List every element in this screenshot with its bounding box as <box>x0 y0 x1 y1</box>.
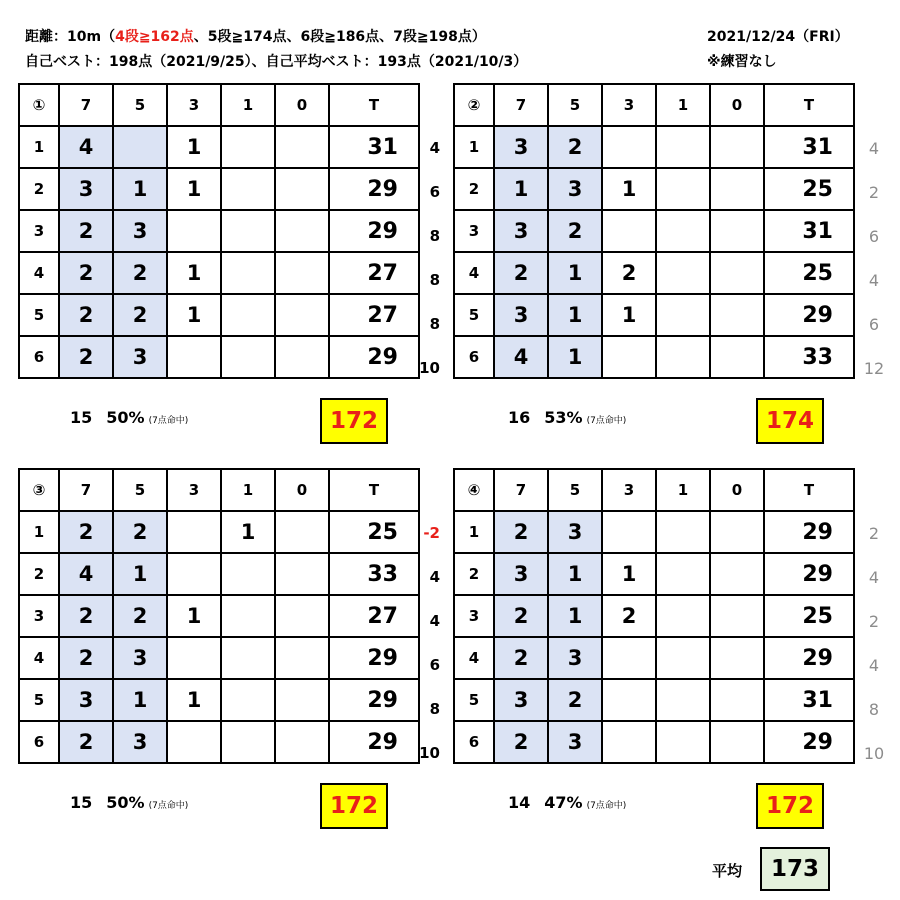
table-row <box>19 595 419 637</box>
seven-hit-count: 15 <box>70 793 93 812</box>
count-7: 3 <box>494 294 548 336</box>
column-header-7: 7 <box>494 84 548 126</box>
table-row <box>19 721 419 763</box>
right-diff-number: 4 <box>868 656 880 675</box>
count-5: 1 <box>548 336 602 378</box>
table-row <box>19 553 419 595</box>
end-total: 31 <box>329 126 419 168</box>
count-5: 1 <box>548 553 602 595</box>
column-header-0: 0 <box>710 84 764 126</box>
end-total: 31 <box>764 679 854 721</box>
count-7: 3 <box>494 553 548 595</box>
column-header-5: 5 <box>113 84 167 126</box>
count-0 <box>275 294 329 336</box>
count-3 <box>167 637 221 679</box>
seven-hit-count: 15 <box>70 408 93 427</box>
count-7: 1 <box>494 168 548 210</box>
end-total: 25 <box>764 168 854 210</box>
left-diff-number: 6 <box>429 183 440 201</box>
end-total: 29 <box>764 294 854 336</box>
count-0 <box>275 126 329 168</box>
end-number: 5 <box>454 679 494 721</box>
count-0 <box>710 511 764 553</box>
count-3: 1 <box>167 126 221 168</box>
count-1 <box>656 294 710 336</box>
count-0 <box>710 210 764 252</box>
seven-hit-percent: 50% <box>106 793 145 812</box>
column-header-7: 7 <box>494 469 548 511</box>
count-1 <box>656 679 710 721</box>
count-1 <box>221 595 275 637</box>
column-header-1: 1 <box>221 469 275 511</box>
average-value: 173 <box>760 847 830 891</box>
right-diff-number: 8 <box>868 700 880 719</box>
count-5: 2 <box>113 595 167 637</box>
count-7: 2 <box>494 511 548 553</box>
count-3 <box>602 679 656 721</box>
count-1 <box>656 168 710 210</box>
end-number: 4 <box>19 252 59 294</box>
left-diff-number: 8 <box>429 227 440 245</box>
table-row <box>19 511 419 553</box>
column-header-total: T <box>764 84 854 126</box>
count-3: 2 <box>602 252 656 294</box>
seven-hit-percent: 50% <box>106 408 145 427</box>
end-total: 29 <box>764 637 854 679</box>
left-diff-number: 8 <box>429 271 440 289</box>
count-7: 4 <box>59 126 113 168</box>
table-row <box>454 252 854 294</box>
column-header-3: 3 <box>167 469 221 511</box>
end-total: 29 <box>764 511 854 553</box>
column-header-3: 3 <box>602 469 656 511</box>
left-diff-number: 6 <box>429 656 440 674</box>
seven-hit-note: (7点命中) <box>586 416 627 426</box>
count-5: 3 <box>548 637 602 679</box>
left-diff-number: 4 <box>429 612 440 630</box>
column-header-0: 0 <box>710 469 764 511</box>
count-0 <box>710 336 764 378</box>
end-total: 31 <box>764 126 854 168</box>
count-0 <box>275 511 329 553</box>
table-row <box>454 511 854 553</box>
right-diff-number: 4 <box>868 139 880 158</box>
count-3 <box>167 336 221 378</box>
count-3: 1 <box>167 168 221 210</box>
seven-hit-percent: 47% <box>544 793 583 812</box>
column-header-1: 1 <box>656 469 710 511</box>
end-total: 27 <box>329 252 419 294</box>
column-header-total: T <box>329 84 419 126</box>
seven-hit-note: (7点命中) <box>148 801 189 811</box>
table-row <box>19 252 419 294</box>
end-number: 1 <box>454 126 494 168</box>
count-3 <box>167 511 221 553</box>
count-7: 2 <box>59 294 113 336</box>
count-1: 1 <box>221 511 275 553</box>
left-diff-number: 10 <box>419 359 440 377</box>
count-3 <box>602 511 656 553</box>
round-summary <box>508 408 626 427</box>
count-0 <box>710 252 764 294</box>
round-summary <box>70 408 188 427</box>
column-header-0: 0 <box>275 84 329 126</box>
count-0 <box>710 721 764 763</box>
count-7: 2 <box>59 336 113 378</box>
count-7: 2 <box>59 637 113 679</box>
end-number: 1 <box>19 511 59 553</box>
count-3 <box>602 721 656 763</box>
table-row <box>19 210 419 252</box>
count-3: 1 <box>602 168 656 210</box>
end-total: 25 <box>764 252 854 294</box>
count-3 <box>602 210 656 252</box>
end-total: 27 <box>329 595 419 637</box>
end-number: 3 <box>19 595 59 637</box>
end-number: 1 <box>454 511 494 553</box>
count-0 <box>710 595 764 637</box>
end-total: 29 <box>764 553 854 595</box>
column-header-total: T <box>764 469 854 511</box>
distance-4dan-threshold: 4段≧162点 <box>115 29 194 45</box>
column-header-total: T <box>329 469 419 511</box>
right-diff-number: 10 <box>863 744 885 763</box>
table-row <box>454 336 854 378</box>
count-7: 2 <box>59 595 113 637</box>
right-diff-number: 2 <box>868 183 880 202</box>
table-header-row <box>454 469 854 511</box>
left-diff-number: 10 <box>419 744 440 762</box>
round-label: ① <box>19 84 59 126</box>
distance-text: 距離：10m（ <box>25 29 116 45</box>
count-5: 1 <box>113 168 167 210</box>
count-1 <box>656 511 710 553</box>
count-5 <box>113 126 167 168</box>
end-number: 4 <box>454 637 494 679</box>
count-0 <box>275 168 329 210</box>
count-0 <box>275 637 329 679</box>
end-number: 2 <box>19 553 59 595</box>
column-header-0: 0 <box>275 469 329 511</box>
round-total: 174 <box>756 398 824 444</box>
distance-header <box>25 26 486 46</box>
seven-hit-count: 14 <box>508 793 531 812</box>
end-number: 5 <box>454 294 494 336</box>
count-3 <box>602 336 656 378</box>
end-total: 25 <box>764 595 854 637</box>
table-row <box>19 168 419 210</box>
count-7: 3 <box>59 168 113 210</box>
table-row <box>454 126 854 168</box>
count-1 <box>221 553 275 595</box>
end-number: 6 <box>454 336 494 378</box>
count-0 <box>275 721 329 763</box>
end-total: 25 <box>329 511 419 553</box>
count-7: 2 <box>59 210 113 252</box>
table-header-row <box>19 469 419 511</box>
table-row <box>454 294 854 336</box>
table-row <box>19 336 419 378</box>
end-total: 29 <box>329 679 419 721</box>
count-3: 1 <box>602 294 656 336</box>
count-0 <box>275 553 329 595</box>
end-number: 3 <box>454 210 494 252</box>
left-diff-number: -2 <box>423 524 440 542</box>
end-number: 4 <box>19 637 59 679</box>
count-7: 2 <box>494 721 548 763</box>
seven-hit-count: 16 <box>508 408 531 427</box>
count-3: 1 <box>167 252 221 294</box>
table-header-row <box>19 84 419 126</box>
column-header-7: 7 <box>59 469 113 511</box>
end-number: 5 <box>19 679 59 721</box>
column-header-3: 3 <box>602 84 656 126</box>
table-row <box>454 210 854 252</box>
table-row <box>454 679 854 721</box>
count-1 <box>221 210 275 252</box>
left-diff-number: 8 <box>429 700 440 718</box>
table-row <box>454 553 854 595</box>
column-header-5: 5 <box>548 469 602 511</box>
count-1 <box>656 210 710 252</box>
count-1 <box>656 553 710 595</box>
count-5: 2 <box>113 511 167 553</box>
right-diff-number: 12 <box>863 359 885 378</box>
table-row <box>19 294 419 336</box>
count-1 <box>221 252 275 294</box>
round-summary <box>70 793 188 812</box>
right-diff-number: 4 <box>868 271 880 290</box>
end-number: 1 <box>19 126 59 168</box>
right-diff-number: 2 <box>868 524 880 543</box>
table-row <box>19 679 419 721</box>
end-number: 2 <box>454 553 494 595</box>
round-label: ② <box>454 84 494 126</box>
end-total: 29 <box>329 336 419 378</box>
count-5: 3 <box>113 637 167 679</box>
column-header-5: 5 <box>548 84 602 126</box>
end-number: 2 <box>454 168 494 210</box>
count-7: 2 <box>59 252 113 294</box>
personal-best-line: 自己ベスト：198点（2021/9/25）、自己平均ベスト：193点（2021/10/3） <box>25 54 528 70</box>
column-header-1: 1 <box>221 84 275 126</box>
round-total: 172 <box>320 783 388 829</box>
end-number: 3 <box>19 210 59 252</box>
count-1 <box>656 721 710 763</box>
table-row <box>454 595 854 637</box>
end-number: 6 <box>454 721 494 763</box>
count-5: 3 <box>113 721 167 763</box>
count-1 <box>221 168 275 210</box>
column-header-7: 7 <box>59 84 113 126</box>
count-5: 3 <box>548 721 602 763</box>
table-row <box>19 126 419 168</box>
end-total: 29 <box>329 210 419 252</box>
count-5: 2 <box>113 294 167 336</box>
count-7: 2 <box>59 721 113 763</box>
count-7: 2 <box>494 595 548 637</box>
end-number: 2 <box>19 168 59 210</box>
count-3: 1 <box>602 553 656 595</box>
count-0 <box>710 553 764 595</box>
end-number: 4 <box>454 252 494 294</box>
score-table-3 <box>18 468 420 764</box>
score-table-4 <box>453 468 855 764</box>
table-row <box>454 721 854 763</box>
count-7: 3 <box>494 126 548 168</box>
right-diff-number: 4 <box>868 568 880 587</box>
count-0 <box>710 637 764 679</box>
end-total: 29 <box>329 637 419 679</box>
count-3 <box>602 126 656 168</box>
round-label: ③ <box>19 469 59 511</box>
right-diff-number: 2 <box>868 612 880 631</box>
count-0 <box>710 294 764 336</box>
count-5: 3 <box>113 336 167 378</box>
count-0 <box>710 679 764 721</box>
distance-other-thresholds: 、5段≧174点、6段≧186点、7段≧198点） <box>193 29 486 45</box>
left-diff-number: 4 <box>429 139 440 157</box>
count-7: 2 <box>494 252 548 294</box>
table-row <box>454 637 854 679</box>
count-3: 1 <box>167 595 221 637</box>
count-0 <box>275 679 329 721</box>
right-diff-number: 6 <box>868 227 880 246</box>
count-5: 1 <box>548 294 602 336</box>
round-summary <box>508 793 626 812</box>
count-1 <box>221 721 275 763</box>
count-0 <box>275 336 329 378</box>
end-total: 33 <box>764 336 854 378</box>
table-row <box>19 637 419 679</box>
count-5: 1 <box>113 553 167 595</box>
count-5: 2 <box>548 126 602 168</box>
count-0 <box>710 126 764 168</box>
count-5: 3 <box>113 210 167 252</box>
count-3 <box>167 553 221 595</box>
table-row <box>454 168 854 210</box>
round-total: 172 <box>320 398 388 444</box>
count-0 <box>710 168 764 210</box>
table-header-row <box>454 84 854 126</box>
count-7: 3 <box>494 679 548 721</box>
column-header-1: 1 <box>656 84 710 126</box>
count-7: 2 <box>59 511 113 553</box>
count-1 <box>221 637 275 679</box>
round-label: ④ <box>454 469 494 511</box>
end-total: 31 <box>764 210 854 252</box>
count-3: 1 <box>167 294 221 336</box>
score-table-2 <box>453 83 855 379</box>
count-5: 2 <box>548 679 602 721</box>
count-7: 3 <box>494 210 548 252</box>
seven-hit-note: (7点命中) <box>148 416 189 426</box>
practice-note: ※練習なし <box>707 54 777 70</box>
end-total: 29 <box>764 721 854 763</box>
end-number: 5 <box>19 294 59 336</box>
average-label: 平均 <box>712 862 743 880</box>
count-1 <box>221 126 275 168</box>
left-diff-number: 8 <box>429 315 440 333</box>
end-number: 6 <box>19 336 59 378</box>
count-3 <box>602 637 656 679</box>
round-total: 172 <box>756 783 824 829</box>
count-3: 2 <box>602 595 656 637</box>
right-diff-number: 6 <box>868 315 880 334</box>
column-header-3: 3 <box>167 84 221 126</box>
count-1 <box>221 679 275 721</box>
end-number: 6 <box>19 721 59 763</box>
end-total: 29 <box>329 721 419 763</box>
left-diff-number: 4 <box>429 568 440 586</box>
column-header-5: 5 <box>113 469 167 511</box>
count-3 <box>167 210 221 252</box>
end-total: 33 <box>329 553 419 595</box>
count-5: 1 <box>548 595 602 637</box>
seven-hit-percent: 53% <box>544 408 583 427</box>
count-3 <box>167 721 221 763</box>
count-7: 3 <box>59 679 113 721</box>
count-5: 3 <box>548 511 602 553</box>
count-1 <box>656 637 710 679</box>
count-5: 2 <box>113 252 167 294</box>
count-5: 2 <box>548 210 602 252</box>
count-1 <box>656 336 710 378</box>
end-number: 3 <box>454 595 494 637</box>
count-1 <box>656 252 710 294</box>
count-5: 3 <box>548 168 602 210</box>
date-label: 2021/12/24（FRI） <box>707 29 849 45</box>
end-total: 29 <box>329 168 419 210</box>
count-1 <box>656 126 710 168</box>
count-3: 1 <box>167 679 221 721</box>
count-1 <box>656 595 710 637</box>
count-0 <box>275 252 329 294</box>
end-total: 27 <box>329 294 419 336</box>
count-0 <box>275 595 329 637</box>
count-1 <box>221 294 275 336</box>
count-7: 4 <box>494 336 548 378</box>
count-0 <box>275 210 329 252</box>
count-7: 2 <box>494 637 548 679</box>
count-5: 1 <box>548 252 602 294</box>
count-7: 4 <box>59 553 113 595</box>
count-1 <box>221 336 275 378</box>
score-table-1 <box>18 83 420 379</box>
count-5: 1 <box>113 679 167 721</box>
seven-hit-note: (7点命中) <box>586 801 627 811</box>
